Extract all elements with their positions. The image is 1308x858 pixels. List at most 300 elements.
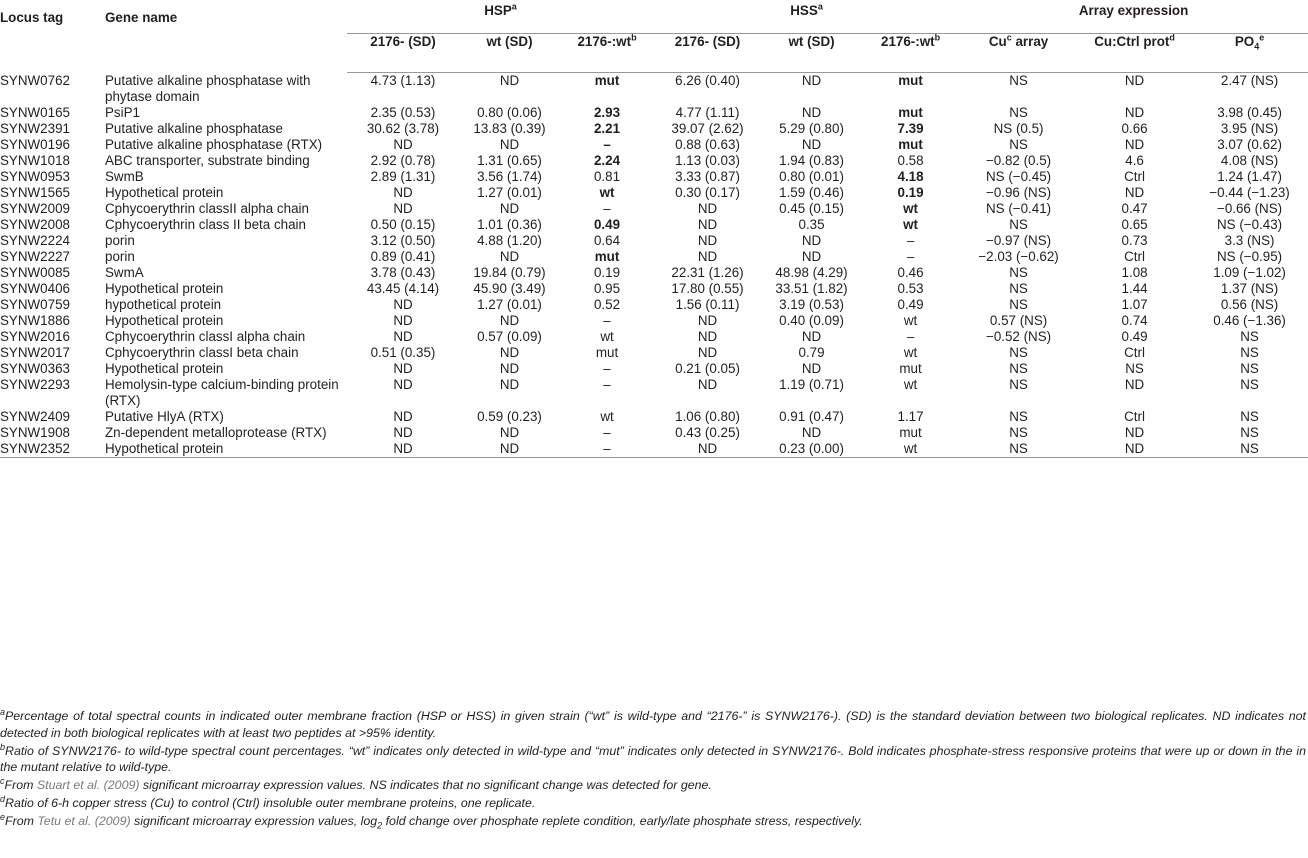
hsp-wt-cell: ND [499, 248, 520, 264]
hss-ratio-cell [862, 169, 959, 185]
locus-tag-cell: SYNW2391 [0, 120, 70, 136]
gene-name-cell: Putative alkaline phosphatase [105, 120, 283, 136]
po4-cell: −0.66 (NS) [1217, 200, 1283, 216]
gene-name-cell: PsiP1 [105, 104, 140, 120]
table-row [0, 137, 1308, 153]
hss-mut-cell: ND [697, 232, 718, 248]
hsp-ratio-cell: – [603, 312, 611, 328]
hss-ratio-cell: 0.58 [897, 152, 924, 168]
citation-link-stuart[interactable]: Stuart et al. (2009) [36, 778, 140, 792]
po4-cell: 1.24 (1.47) [1217, 168, 1282, 184]
cu-ctrl-cell: 0.47 [1121, 200, 1148, 216]
cu-ctrl-cell: 0.73 [1121, 232, 1148, 248]
cu-array-cell: NS [1009, 424, 1028, 440]
locus-tag-cell: SYNW2352 [0, 441, 105, 458]
table-row [0, 233, 1308, 249]
cu-ctrl-cell: ND [1124, 136, 1145, 152]
bold-value: 2.93 [593, 104, 621, 120]
hss-wt-cell: 0.35 [798, 216, 825, 232]
table-row [0, 345, 1308, 361]
cu-ctrl-cell: Ctrl [1124, 248, 1145, 264]
gene-name-cell: Putative alkaline phosphatase (RTX) [105, 136, 323, 152]
gene-name-cell: Cphycoerythrin class II beta chain [105, 216, 306, 232]
gene-name-cell: Hypothetical protein [105, 360, 224, 376]
hss-wt-cell: 3.19 (0.53) [779, 296, 844, 312]
hsp-mut-cell: 0.51 (0.35) [370, 344, 436, 360]
hsp-wt-cell: 4.88 (1.20) [477, 232, 542, 248]
hss-mut-cell: ND [697, 216, 718, 232]
table-row [0, 361, 1308, 377]
bold-value: 0.49 [593, 216, 621, 232]
footnote-b: $^b$Ratio of SYNW2176- to wild-type spectral count percentages. “wt” indicates only detected in wild-type and “mut” indicates only detected in SYNW2176-. Bold indicates phosphate-stress responsive proteins that were up or down in the in the mutant relative to wild-type. [0, 741, 1306, 774]
footnote-c: $^c$From Stuart et al. (2009) significant microarray expression values. NS indicates that no significant change was detected for gene. [0, 775, 712, 792]
hsp-mut-cell: ND [393, 184, 413, 200]
hsp-mut-cell: 0.89 (0.41) [370, 248, 436, 264]
hss-wt-cell: 1.94 (0.83) [779, 152, 844, 168]
hss-ratio-cell: 1.17 [897, 408, 924, 424]
hss-wt-cell: 0.91 (0.47) [779, 408, 844, 424]
po4-cell: 3.95 (NS) [1220, 120, 1279, 136]
hsp-mut-cell: 2.89 (1.31) [370, 168, 436, 184]
hsp-ratio-cell: wt [600, 328, 614, 344]
hsp-wt-cell: ND [499, 136, 520, 152]
po4-cell: 3.07 (0.62) [1217, 136, 1282, 152]
table-row [0, 425, 1308, 441]
gene-name-cell: Hypothetical protein [105, 184, 224, 200]
col-hsp-ratio: $2176-:wt^b$ [560, 34, 654, 73]
locus-tag-cell: SYNW0085 [0, 264, 70, 280]
locus-tag-cell: SYNW1908 [0, 424, 70, 440]
col-cu-array: Cu$^c$ array [959, 34, 1078, 73]
table-row [0, 313, 1308, 329]
po4-cell: NS (−0.43) [1217, 216, 1283, 232]
po4-cell: NS [1240, 360, 1259, 376]
cu-ctrl-cell: 1.07 [1121, 296, 1148, 312]
locus-tag-cell: SYNW0953 [0, 168, 70, 184]
cu-array-cell: −2.03 (−0.62) [978, 248, 1059, 264]
hsp-wt-cell: 1.31 (0.65) [477, 152, 542, 168]
hss-mut-cell: 22.31 (1.26) [671, 264, 744, 280]
gene-name-cell: Cphycoerythrin classI beta chain [105, 344, 299, 360]
hss-ratio-cell: – [906, 248, 915, 264]
hsp-ratio-cell: – [603, 424, 611, 440]
po4-cell: NS [1240, 424, 1259, 440]
gene-name-cell: porin [105, 232, 135, 248]
hsp-wt-cell: ND [499, 73, 520, 88]
hsp-ratio-cell [560, 137, 654, 153]
cu-ctrl-cell: 0.65 [1121, 216, 1148, 232]
cu-array-cell: NS [1009, 360, 1028, 376]
cu-array-cell: −0.96 (NS) [986, 184, 1052, 200]
hsp-ratio-cell [560, 153, 654, 169]
hss-mut-cell: ND [697, 312, 718, 328]
hsp-mut-cell: ND [393, 360, 413, 376]
cu-ctrl-cell: 1.44 [1121, 280, 1148, 296]
po4-cell: NS (−0.95) [1217, 248, 1283, 264]
locus-tag-cell: SYNW1018 [0, 152, 70, 168]
table-row [0, 73, 1308, 105]
hss-mut-cell: 0.30 (0.17) [675, 184, 740, 200]
hss-wt-cell: ND [801, 104, 822, 120]
cu-array-cell: NS [1009, 408, 1028, 424]
hsp-mut-cell: 43.45 (4.14) [366, 280, 440, 296]
gene-name-cell: SwmA [105, 264, 144, 280]
hss-ratio-cell: 0.53 [897, 280, 924, 296]
cu-ctrl-cell: ND [1124, 376, 1145, 392]
locus-tag-cell: SYNW0363 [0, 360, 70, 376]
cu-ctrl-cell: ND [1124, 184, 1145, 200]
hss-wt-cell: ND [801, 136, 822, 152]
table-row [0, 297, 1308, 313]
po4-cell: 2.47 (NS) [1220, 73, 1279, 88]
hss-wt-cell: 5.29 (0.80) [779, 120, 844, 136]
locus-tag-cell: SYNW0759 [0, 296, 70, 312]
locus-tag-cell: SYNW0165 [0, 104, 70, 120]
hsp-wt-cell: 45.90 (3.49) [473, 280, 546, 296]
gene-name-cell: Hemolysin-type calcium-binding protein (RTX) [105, 376, 339, 408]
bold-value: mut [594, 73, 620, 88]
cu-ctrl-cell: 0.49 [1121, 328, 1148, 344]
cu-array-cell: NS (−0.45) [986, 168, 1052, 184]
cu-array-cell: NS (0.5) [993, 120, 1044, 136]
hss-wt-cell: ND [801, 424, 822, 440]
hss-ratio-cell: wt [862, 441, 959, 458]
hsp-wt-cell: 0.59 (0.23) [477, 408, 542, 424]
hss-wt-cell: 0.45 (0.15) [779, 200, 844, 216]
gene-name-cell: Putative alkaline phosphatase with phytase domain [105, 72, 311, 104]
hsp-ratio-cell: – [603, 200, 611, 216]
cu-ctrl-cell: Ctrl [1124, 408, 1145, 424]
bold-value: wt [599, 184, 615, 200]
po4-cell: 0.56 (NS) [1220, 296, 1279, 312]
table-row [0, 201, 1308, 217]
col-hsp-mut: 2176- (SD) [347, 34, 459, 73]
cu-array-cell: NS [1009, 216, 1028, 232]
bold-value: mut [898, 73, 923, 88]
cu-ctrl-cell: 0.66 [1121, 120, 1148, 136]
hsp-mut-cell: ND [347, 441, 459, 458]
hss-ratio-cell: wt [903, 376, 918, 392]
hsp-wt-cell: 19.84 (0.79) [473, 264, 546, 280]
hss-ratio-cell: wt [903, 344, 918, 360]
hsp-ratio-cell [560, 217, 654, 233]
cu-ctrl-cell: ND [1078, 441, 1191, 458]
cu-array-cell: −0.82 (0.5) [985, 152, 1052, 168]
hss-wt-cell: 0.40 (0.09) [779, 312, 844, 328]
hss-ratio-cell [862, 73, 959, 105]
hsp-wt-cell: ND [499, 424, 520, 440]
hss-mut-cell: 6.26 (0.40) [675, 73, 740, 88]
po4-cell: 4.08 (NS) [1220, 152, 1279, 168]
hss-ratio-cell: 0.49 [897, 296, 924, 312]
cu-ctrl-cell: Ctrl [1124, 168, 1145, 184]
gene-name-cell: Putative HlyA (RTX) [105, 408, 224, 424]
hss-ratio-cell [862, 137, 959, 153]
hsp-wt-cell: ND [459, 441, 560, 458]
hss-wt-cell: ND [801, 73, 822, 88]
locus-tag-cell: SYNW2017 [0, 344, 70, 360]
col-hss-wt: wt (SD) [761, 34, 862, 73]
hss-ratio-cell: 0.46 [897, 264, 924, 280]
hss-wt-cell: 48.98 (4.29) [775, 264, 848, 280]
citation-link-tetu[interactable]: Tetu et al. (2009) [37, 814, 131, 828]
hss-ratio-cell [862, 185, 959, 201]
gene-name-cell: Zn-dependent metalloprotease (RTX) [105, 424, 327, 440]
hsp-ratio-cell [560, 105, 654, 121]
cu-ctrl-cell: 1.08 [1121, 264, 1148, 280]
po4-cell: 1.37 (NS) [1220, 280, 1279, 296]
hsp-wt-cell: 1.01 (0.36) [477, 216, 542, 232]
col-gene-name: Gene name [105, 10, 178, 25]
table-row [0, 265, 1308, 281]
table-row [0, 153, 1308, 169]
gene-name-cell: hypothetical protein [105, 296, 222, 312]
hss-mut-cell: ND [697, 344, 718, 360]
cu-ctrl-cell: NS [1125, 360, 1144, 376]
po4-cell: −0.44 (−1.23) [1209, 184, 1290, 200]
hsp-wt-cell: ND [499, 312, 520, 328]
cu-array-cell: NS [1009, 280, 1028, 296]
bold-value: 2.24 [593, 152, 621, 168]
footnotes [0, 708, 1306, 831]
gene-name-cell: porin [105, 248, 135, 264]
bold-value: 7.39 [897, 120, 924, 136]
cu-array-cell: NS [1009, 296, 1028, 312]
cu-array-cell: NS [1009, 73, 1028, 88]
cu-array-cell: −0.97 (NS) [986, 232, 1052, 248]
hsp-ratio-cell: 0.64 [593, 232, 621, 248]
group-hsp: HSP$^a$ [347, 3, 654, 34]
hss-wt-cell: 0.80 (0.01) [779, 168, 844, 184]
hss-ratio-cell [862, 121, 959, 137]
hss-mut-cell: 0.43 (0.25) [675, 424, 740, 440]
hsp-wt-cell: 3.56 (1.74) [477, 168, 542, 184]
po4-cell: NS [1191, 441, 1308, 458]
table-row [0, 217, 1308, 233]
cu-ctrl-cell: 4.6 [1125, 152, 1144, 168]
hss-wt-cell: ND [801, 248, 822, 264]
table-row [0, 281, 1308, 297]
po4-cell: 3.98 (0.45) [1217, 104, 1282, 120]
cu-ctrl-cell: ND [1124, 73, 1145, 88]
po4-cell: NS [1240, 376, 1259, 392]
cu-array-cell: −0.52 (NS) [986, 328, 1052, 344]
hss-mut-cell: 4.77 (1.11) [675, 104, 740, 120]
hsp-mut-cell: ND [393, 200, 413, 216]
gene-name-cell: ABC transporter, substrate binding [105, 152, 310, 168]
hsp-wt-cell: ND [499, 376, 520, 392]
po4-cell: NS [1240, 328, 1259, 344]
col-locus-tag: Locus tag [0, 10, 64, 25]
hsp-ratio-cell: – [603, 376, 611, 392]
proteomics-table [0, 3, 1308, 458]
hss-mut-cell: 39.07 (2.62) [671, 120, 744, 136]
footnote-a: $^a$Percentage of total spectral counts in indicated outer membrane fraction (HSP or HSS) in given strain (“wt” is wild-type and “2176-” is SYNW2176-). (SD) is the standard deviation between two biological replicates. ND indicates not detected in both biological replicates with at least two peptides at >95% identity. [0, 706, 1306, 740]
hsp-mut-cell: 2.35 (0.53) [370, 104, 436, 120]
hss-mut-cell: 17.80 (0.55) [671, 280, 744, 296]
hss-wt-cell: ND [801, 232, 822, 248]
hss-wt-cell: 1.19 (0.71) [779, 376, 844, 392]
hsp-mut-cell: 30.62 (3.78) [366, 120, 440, 136]
locus-tag-cell: SYNW0762 [0, 72, 70, 88]
po4-cell: NS [1240, 408, 1259, 424]
hsp-wt-cell: 13.83 (0.39) [473, 120, 546, 136]
footnote-d: $^d$Ratio of 6-h copper stress (Cu) to control (Ctrl) insoluble outer membrane proteins, one replicate. [0, 793, 536, 810]
hss-wt-cell: 0.23 (0.00) [761, 441, 862, 458]
cu-array-cell: NS [1009, 136, 1028, 152]
hss-mut-cell: ND [697, 376, 718, 392]
hss-ratio-cell: mut [899, 360, 922, 376]
hss-ratio-cell [862, 105, 959, 121]
locus-tag-cell: SYNW1565 [0, 184, 70, 200]
locus-tag-cell: SYNW2293 [0, 376, 70, 392]
cu-array-cell: NS [1009, 376, 1028, 392]
cu-ctrl-cell: 0.74 [1121, 312, 1148, 328]
cu-array-cell: NS [1009, 344, 1028, 360]
table-row [0, 249, 1308, 265]
bold-value: – [603, 136, 611, 152]
hsp-wt-cell: 1.27 (0.01) [477, 184, 542, 200]
hsp-ratio-cell: – [603, 360, 611, 376]
col-hss-mut: 2176- (SD) [654, 34, 761, 73]
hss-mut-cell: 3.33 (0.87) [675, 168, 740, 184]
po4-cell: 3.3 (NS) [1224, 232, 1275, 248]
hss-wt-cell: ND [801, 328, 822, 344]
bold-value: mut [898, 136, 923, 152]
hsp-mut-cell: 2.92 (0.78) [370, 152, 436, 168]
hsp-mut-cell: ND [393, 424, 413, 440]
cu-array-cell: NS [1009, 104, 1028, 120]
cu-array-cell: 0.57 (NS) [989, 312, 1048, 328]
hsp-ratio-cell: mut [595, 344, 619, 360]
hss-ratio-cell: – [906, 232, 915, 248]
hss-wt-cell: 33.51 (1.82) [775, 280, 848, 296]
hss-ratio-cell [862, 217, 959, 233]
hss-ratio-cell [862, 201, 959, 217]
hss-mut-cell: ND [697, 248, 718, 264]
locus-tag-cell: SYNW0406 [0, 280, 70, 296]
col-hsp-wt: wt (SD) [459, 34, 560, 73]
hss-wt-cell: 1.59 (0.46) [779, 184, 844, 200]
cu-ctrl-cell: ND [1124, 104, 1145, 120]
hsp-ratio-cell: – [560, 441, 654, 458]
bold-value: 0.19 [897, 184, 924, 200]
hsp-mut-cell: ND [393, 328, 413, 344]
footnote-e: $^e$From Tetu et al. (2009) significant microarray expression values, $\log_2$ fold change over phosphate replete condition, early/late phosphate stress, respectively. [0, 811, 863, 831]
hsp-mut-cell: 3.78 (0.43) [370, 264, 436, 280]
hsp-mut-cell: ND [393, 312, 413, 328]
cu-array-cell: NS (−0.41) [986, 200, 1052, 216]
hsp-wt-cell: 0.80 (0.06) [477, 104, 542, 120]
table-row [0, 105, 1308, 121]
hss-wt-cell: 0.79 [798, 344, 825, 360]
locus-tag-cell: SYNW2409 [0, 408, 70, 424]
hsp-ratio-cell: wt [600, 408, 614, 424]
hsp-mut-cell: 0.50 (0.15) [370, 216, 436, 232]
group-hss: HSS$^a$ [654, 3, 959, 34]
hsp-mut-cell: ND [393, 376, 413, 392]
hsp-ratio-cell [560, 185, 654, 201]
bold-value: wt [903, 200, 918, 216]
hss-mut-cell: ND [654, 441, 761, 458]
hss-mut-cell: 0.88 (0.63) [675, 136, 740, 152]
hss-ratio-cell: wt [903, 312, 918, 328]
table-body [0, 73, 1308, 458]
hsp-ratio-cell [560, 121, 654, 137]
table-row [0, 409, 1308, 425]
hss-ratio-cell: mut [899, 424, 922, 440]
hss-mut-cell: ND [697, 200, 718, 216]
col-po4: $PO_4^e$ [1191, 34, 1308, 73]
bold-value: 4.18 [897, 168, 924, 184]
hsp-mut-cell: 3.12 (0.50) [370, 232, 436, 248]
locus-tag-cell: SYNW2016 [0, 328, 70, 344]
gene-name-cell: Hypothetical protein [105, 280, 224, 296]
hss-wt-cell: ND [801, 360, 822, 376]
cu-array-cell: NS [1009, 264, 1028, 280]
locus-tag-cell: SYNW2227 [0, 248, 70, 264]
group-array-expression: Array expression [959, 3, 1308, 34]
gene-name-cell: SwmB [105, 168, 144, 184]
hsp-ratio-cell: 0.52 [593, 296, 621, 312]
locus-tag-cell: SYNW2224 [0, 232, 70, 248]
po4-cell: 0.46 (−1.36) [1213, 312, 1286, 328]
gene-name-cell: Hypothetical protein [105, 312, 224, 328]
hsp-mut-cell: 4.73 (1.13) [370, 73, 436, 88]
hsp-mut-cell: ND [393, 136, 413, 152]
hsp-wt-cell: 0.57 (0.09) [477, 328, 542, 344]
table-row [0, 441, 1308, 458]
locus-tag-cell: SYNW2009 [0, 200, 70, 216]
po4-cell: 1.09 (−1.02) [1213, 264, 1286, 280]
col-hss-ratio: $2176-:wt^b$ [862, 34, 959, 73]
bold-value: 2.21 [593, 120, 621, 136]
hsp-ratio-cell [560, 73, 654, 105]
hsp-wt-cell: 1.27 (0.01) [477, 296, 542, 312]
hsp-ratio-cell: 0.95 [593, 280, 621, 296]
hss-mut-cell: 1.56 (0.11) [675, 296, 740, 312]
cu-array-cell: NS [959, 441, 1078, 458]
hsp-wt-cell: ND [499, 344, 520, 360]
bold-value: wt [903, 216, 918, 232]
gene-name-cell: Hypothetical protein [105, 441, 347, 458]
cu-ctrl-cell: Ctrl [1124, 344, 1145, 360]
hsp-ratio-cell: 0.19 [593, 264, 621, 280]
locus-tag-cell: SYNW2008 [0, 216, 70, 232]
hsp-ratio-cell: 0.81 [593, 168, 621, 184]
col-cu-ctrl-prot: Cu:Ctrl prot$^d$ [1078, 34, 1191, 73]
po4-cell: NS [1240, 344, 1259, 360]
cu-ctrl-cell: ND [1124, 424, 1145, 440]
locus-tag-cell: SYNW0196 [0, 136, 70, 152]
table-row [0, 329, 1308, 345]
table-row [0, 121, 1308, 137]
hsp-mut-cell: ND [393, 296, 413, 312]
table-row [0, 185, 1308, 201]
hsp-mut-cell: ND [393, 408, 413, 424]
bold-value: mut [898, 104, 923, 120]
bold-value: mut [594, 248, 620, 264]
hsp-wt-cell: ND [499, 200, 520, 216]
hss-mut-cell: 1.06 (0.80) [675, 408, 740, 424]
hss-mut-cell: 1.13 (0.03) [675, 152, 740, 168]
hsp-ratio-cell [560, 249, 654, 265]
gene-name-cell: Cphycoerythrin classI alpha chain [105, 328, 306, 344]
locus-tag-cell: SYNW1886 [0, 312, 70, 328]
hss-ratio-cell: – [906, 328, 915, 344]
hss-mut-cell: ND [697, 328, 718, 344]
gene-name-cell: Cphycoerythrin classII alpha chain [105, 200, 309, 216]
